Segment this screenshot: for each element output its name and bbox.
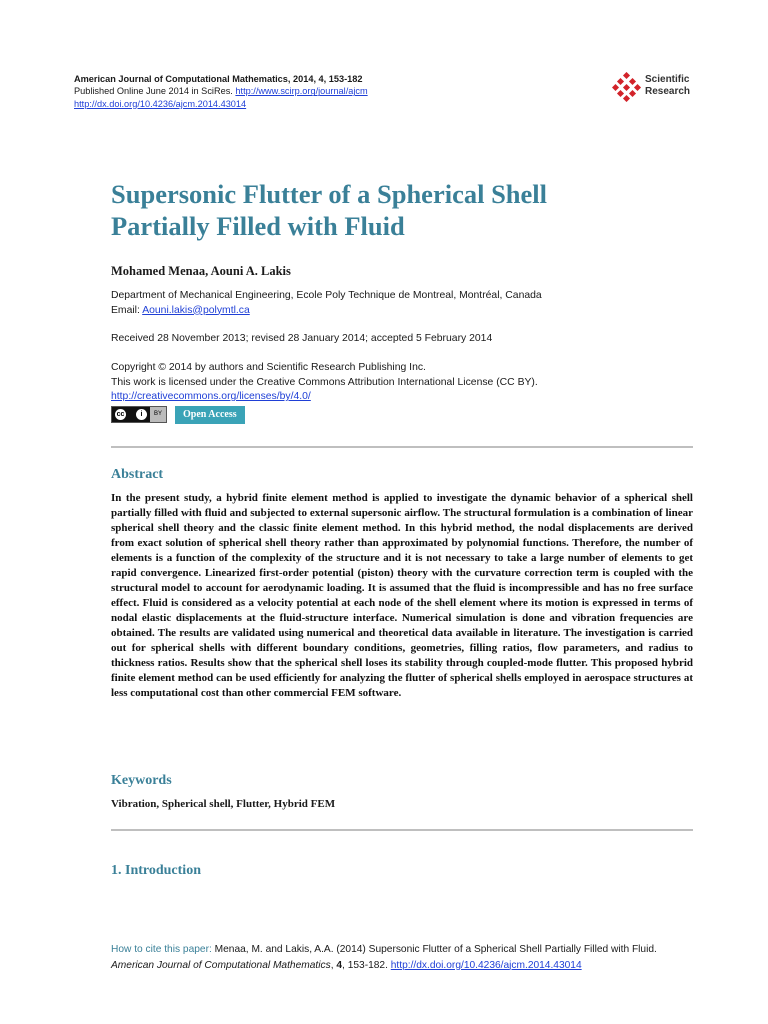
journal-header <box>74 73 368 110</box>
published-line <box>74 85 368 97</box>
logo-wordmark <box>645 74 690 98</box>
keywords-heading: Keywords <box>111 773 172 788</box>
logo-line-1: Scientific <box>645 74 690 85</box>
abstract-heading: Abstract <box>111 467 164 482</box>
copyright-block <box>111 361 538 405</box>
affiliation: Department of Mechanical Engineering, Ecole Poly Technique de Montreal, Montréal, Canada <box>111 290 542 301</box>
open-access-badge[interactable]: Open Access <box>175 406 245 424</box>
email-label: Email: <box>111 304 143 316</box>
cite-pages: , 153-182. <box>342 959 391 971</box>
license-line: This work is licensed under the Creative Commons Attribution International License (CC BY). <box>111 376 538 388</box>
authors: Mohamed Menaa, Aouni A. Lakis <box>111 264 291 278</box>
abstract-text: In the present study, a hybrid finite element method is applied to investigate the dynamic behavior of a spherical shell partially filled with fluid and subjected to external supersonic airflow. The structural formulation is a combination of linear spherical shell theory and the classic finite element method. In this hybrid method, the nodal displacements are derived from exact solution of spherical shell theory rather than approximated by polynomial functions. Therefore, the number of elements is a function of the complexity of the structure and it is not necessary to take a large number of elements to get rapid convergence. Linearized first-order potential (piston) theory with the curvature correction term is coupled with the structural model to account for aerodynamic loading. It is assumed that the fluid is incompressible and has no free surface effect. Fluid is considered as a velocity potential at each node of the shell element where its motion is expressed in terms of nodal elastic displacements at the fluid-structure interface. Numerical simulation is done and vibration frequencies are obtained. The results are validated using numerical and theoretical data available in literature. The investigation is carried out for spherical shells with different boundary conditions, geometries, filling ratios, flow parameters, and radius to thickness ratios. Results show that the spherical shell loses its stability through coupled-mode flutter. This proposed hybrid finite element method can be used efficiently for analyzing the flutter of spherical shells employed in aerospace structures at less computational cost than other commercial FEM software. <box>111 492 693 699</box>
introduction-heading: 1. Introduction <box>111 863 201 878</box>
scientific-research-logo <box>612 72 696 104</box>
cc-icon: cc <box>116 411 125 418</box>
scientific-research-logo-icon <box>612 72 642 102</box>
license-url-link[interactable]: http://creativecommons.org/licenses/by/4.0/ <box>111 391 311 402</box>
email-link[interactable]: Aouni.lakis@polymtl.ca <box>142 304 250 316</box>
how-to-cite <box>111 942 701 973</box>
journal-url-link[interactable]: http://www.scirp.org/journal/ajcm <box>235 86 368 97</box>
title-line-1: Supersonic Flutter of a Spherical Shell <box>111 179 548 209</box>
cite-volume-sep: , <box>330 959 337 971</box>
attribution-icon: i <box>136 409 147 420</box>
email-line <box>111 304 542 319</box>
received-dates: Received 28 November 2013; revised 28 January 2014; accepted 5 February 2014 <box>111 333 493 344</box>
cc-by-license-icon[interactable] <box>111 406 167 423</box>
cite-text: Menaa, M. and Lakis, A.A. (2014) Supersonic Flutter of a Spherical Shell Partially Filled with Fluid. <box>211 944 657 955</box>
title-line-2: Partially Filled with Fluid <box>111 211 405 241</box>
section-divider-top <box>111 446 693 448</box>
cite-volume: 4 <box>336 959 343 971</box>
by-label: BY <box>150 407 166 422</box>
paper-title <box>111 178 671 242</box>
keywords-text: Vibration, Spherical shell, Flutter, Hybrid FEM <box>111 798 336 810</box>
doi-link[interactable]: http://dx.doi.org/10.4236/ajcm.2014.43014 <box>74 98 247 109</box>
journal-citation-line: American Journal of Computational Mathematics, 2014, 4, 153-182 <box>74 74 363 84</box>
cite-label: How to cite this paper: <box>111 944 212 955</box>
copyright-line: Copyright © 2014 by authors and Scientific Research Publishing Inc. <box>111 362 426 373</box>
logo-line-2: Research <box>645 86 691 97</box>
affiliation-block <box>111 289 542 318</box>
published-text: Published Online June 2014 in SciRes. <box>74 86 236 97</box>
cite-journal: American Journal of Computational Mathematics <box>111 959 331 971</box>
cite-doi-link[interactable]: http://dx.doi.org/10.4236/ajcm.2014.43014 <box>390 959 582 971</box>
section-divider-bottom <box>111 829 693 831</box>
